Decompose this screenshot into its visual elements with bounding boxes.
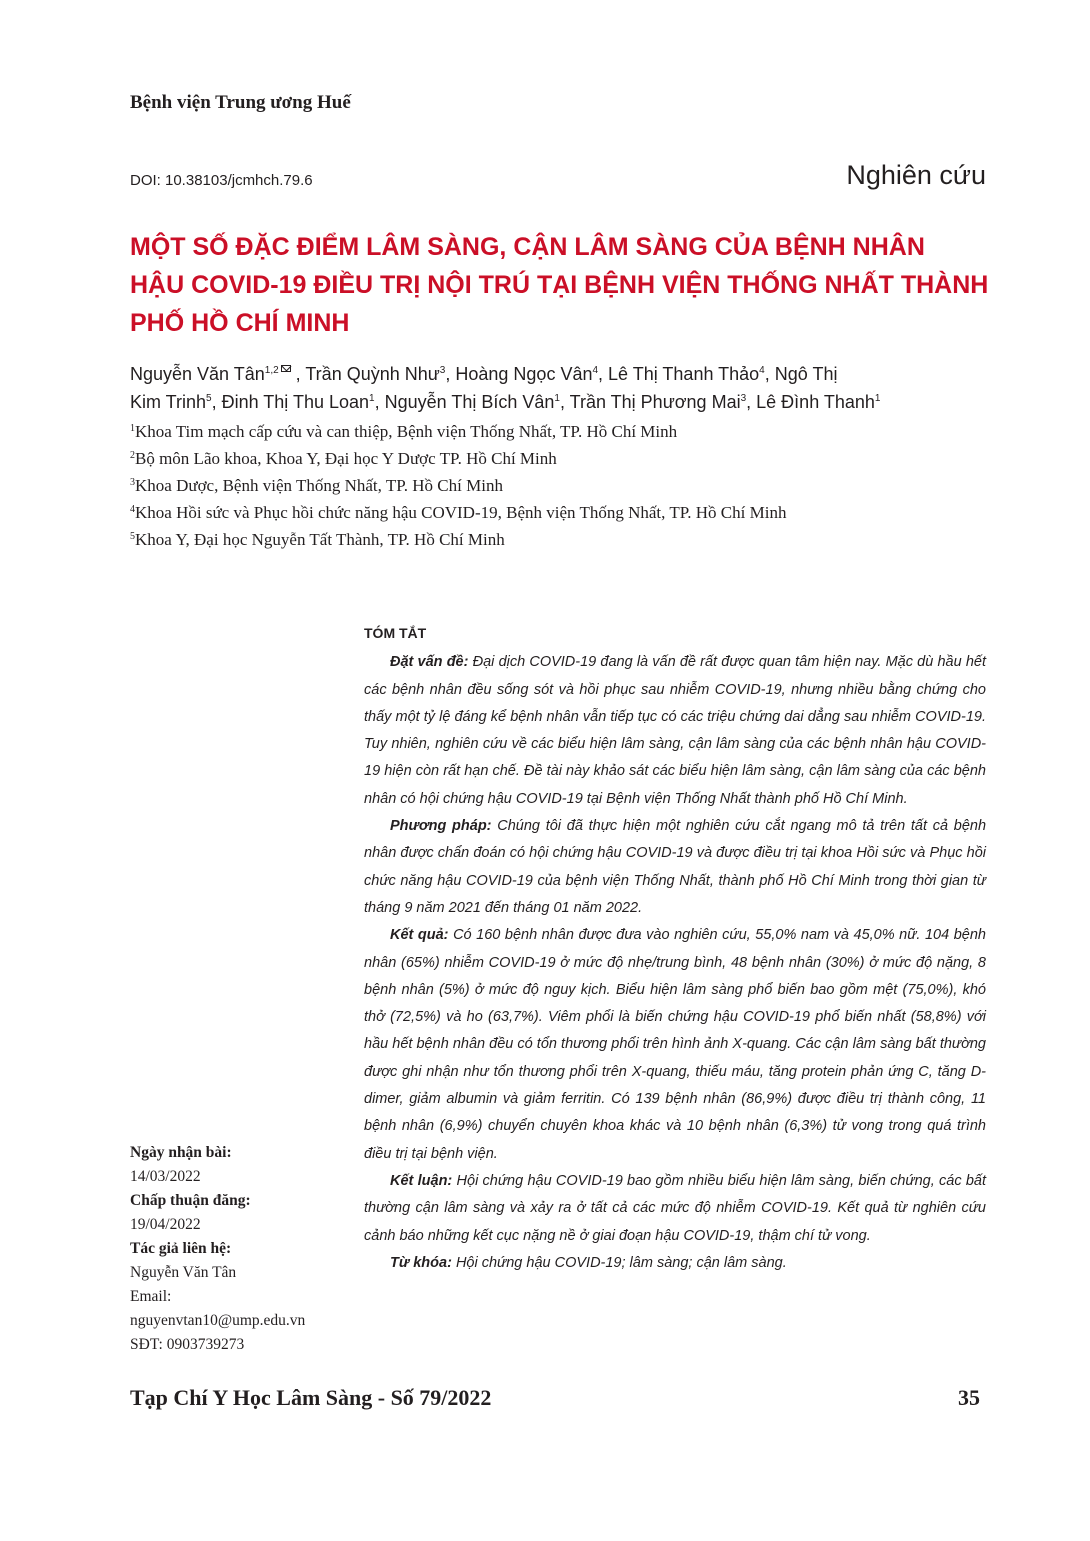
conclusion-text: Hội chứng hậu COVID-19 bao gồm nhiều biểu hiện lâm sàng, biến chứng, các bất thường cận lâm sàng và xảy ra ở tất cả các mức độ nhiễm COVID-19. Kết quả từ nghiên cứu cảnh báo những kết cục nặng nề ở giai đoạn hậu COVID-19, thậm chí tử vong. xyxy=(364,1172,986,1244)
affiliation xyxy=(130,472,1010,499)
title-line: MỘT SỐ ĐẶC ĐIỂM LÂM SÀNG, CẬN LÂM SÀNG CỦA BỆNH NHÂN xyxy=(130,233,925,261)
title-line: PHỐ HỒ CHÍ MINH xyxy=(130,309,350,337)
abstract-methods xyxy=(364,813,986,922)
author-name: Trần Quỳnh Như xyxy=(305,364,440,384)
author-name: Nguyễn Thị Bích Vân xyxy=(384,392,555,412)
author-affiliation-sup: 5 xyxy=(206,393,212,404)
author-name: Lê Đình Thanh xyxy=(756,392,875,412)
author-affiliation-sup: 1 xyxy=(369,393,375,404)
affiliation-text: Bộ môn Lão khoa, Khoa Y, Đại học Y Dược TP. Hồ Chí Minh xyxy=(135,449,557,468)
author-line: Kim Trinh$^5$, Đinh Thị Thu Loan$^1$, Nguyễn Thị Bích Vân$^1$, Trần Thị Phương Mai$^3$, Lê Đình Thanh$^1$ xyxy=(130,392,881,412)
author-affiliation-sup: 1,2 xyxy=(264,365,279,376)
methods-label: Phương pháp: xyxy=(390,818,492,835)
affiliation-list xyxy=(130,418,1010,553)
doi: DOI: 10.38103/jcmhch.79.6 xyxy=(130,172,313,189)
affiliation xyxy=(130,526,1010,553)
affiliation xyxy=(130,499,1010,526)
author-name: Lê Thị Thanh Thảo xyxy=(608,364,760,384)
email-label: Email: xyxy=(130,1288,172,1305)
affiliation-number: 5 xyxy=(130,531,135,542)
conclusion-label: Kết luận: xyxy=(390,1172,453,1189)
author-line: Nguyễn Văn Tân$^{1,2}$ , Trần Quỳnh Như$^3$, Hoàng Ngọc Vân$^4$, Lê Thị Thanh Thảo$^4$, Ngô Thị xyxy=(130,364,838,384)
accepted-date: 19/04/2022 xyxy=(130,1216,201,1233)
keywords-label: Từ khóa: xyxy=(390,1254,452,1271)
article-info-sidebar xyxy=(130,1141,360,1357)
author-name-part: Kim Trinh xyxy=(130,392,207,412)
affiliation xyxy=(130,445,1010,472)
footer-journal-name: Tạp Chí Y Học Lâm Sàng - Số 79/2022 xyxy=(130,1385,492,1410)
author-affiliation-sup: 1 xyxy=(874,393,881,404)
affiliation-number: 2 xyxy=(130,450,135,461)
background-text: Đại dịch COVID-19 đang là vấn đề rất được quan tâm hiện nay. Mặc dù hầu hết các bệnh nhân đều sống sót và hồi phục sau nhiễm COVID-19, nhưng nhiều bằng chứng cho thấy một tỷ lệ đáng kể bệnh nhân vẫn tiếp tục có các triệu chứng dai dẳng sau nhiễm COVID-19. Tuy nhiên, nghiên cứu về các biểu hiện lâm sàng, cận lâm sàng của các bệnh nhân hậu COVID-19 hiện còn rất hạn chế. Đề tài này khảo sát các biểu hiện lâm sàng, cận lâm sàng của các bệnh nhân có hội chứng hậu COVID-19 tại Bệnh viện Thống Nhất thành phố Hồ Chí Minh. xyxy=(364,654,986,807)
author-name: Hoàng Ngọc Vân xyxy=(455,364,593,384)
author-list xyxy=(130,360,990,416)
author-name: Đinh Thị Thu Loan xyxy=(221,392,370,412)
abstract-results xyxy=(364,922,986,1168)
keywords-text: Hội chứng hậu COVID-19; lâm sàng; cận lâm sàng. xyxy=(455,1254,787,1271)
affiliation-number: 4 xyxy=(130,504,135,515)
author-name: Trần Thị Phương Mai xyxy=(569,392,741,412)
affiliation xyxy=(130,418,1010,445)
received-date: 14/03/2022 xyxy=(130,1168,201,1185)
title-line: HẬU COVID-19 ĐIỀU TRỊ NỘI TRÚ TẠI BỆNH VIỆN THỐNG NHẤT THÀNH xyxy=(130,271,989,299)
methods-text: Chúng tôi đã thực hiện một nghiên cứu cắt ngang mô tả trên tất cả bệnh nhân được chẩn đoán có hội chứng hậu COVID-19 và được điều trị tại khoa Hồi sức và Phục hồi chức năng hậu COVID-19 của bệnh viện Thống Nhất, thành phố Hồ Chí Minh trong thời gian từ tháng 9 năm 2021 đến tháng 01 năm 2022. xyxy=(364,818,987,916)
affiliation-text: Khoa Y, Đại học Nguyễn Tất Thành, TP. Hồ Chí Minh xyxy=(135,530,505,549)
email-address[interactable]: nguyenvtan10@ump.edu.vn xyxy=(130,1312,306,1329)
header-organization: Bệnh viện Trung ương Huế xyxy=(130,92,351,113)
author-affiliation-sup: 3 xyxy=(439,365,446,376)
accepted-label: Chấp thuận đăng: xyxy=(130,1192,251,1209)
author-name-part: Ngô Thị xyxy=(774,364,838,384)
affiliation-text: Khoa Hồi sức và Phục hồi chức năng hậu COVID-19, Bệnh viện Thống Nhất, TP. Hồ Chí Minh xyxy=(135,503,787,522)
affiliation-text: Khoa Dược, Bệnh viện Thống Nhất, TP. Hồ Chí Minh xyxy=(135,476,503,495)
corresponding-author-name: Nguyễn Văn Tân xyxy=(130,1264,237,1281)
affiliation-number: 3 xyxy=(130,477,135,488)
article-type: Nghiên cứu xyxy=(846,160,986,190)
corresponding-author-label: Tác giả liên hệ: xyxy=(130,1240,232,1257)
author-affiliation-sup: 4 xyxy=(759,365,765,376)
article-title xyxy=(130,228,1000,342)
mail-icon xyxy=(281,365,291,372)
affiliation-number: 1 xyxy=(130,423,135,434)
page-number: 35 xyxy=(958,1385,980,1410)
author-name: Nguyễn Văn Tân xyxy=(130,364,265,384)
abstract-conclusion xyxy=(364,1168,986,1250)
abstract-background xyxy=(364,649,986,813)
phone-number: SĐT: 0903739273 xyxy=(130,1336,245,1353)
author-affiliation-sup: 3 xyxy=(740,393,747,404)
abstract-heading: TÓM TẮT xyxy=(364,625,427,641)
results-label: Kết quả: xyxy=(390,927,449,944)
results-text: Có 160 bệnh nhân được đưa vào nghiên cứu, 55,0% nam và 45,0% nữ. 104 bệnh nhân (65%) nhiễm COVID-19 ở mức độ nhẹ/trung bình, 48 bệnh nhân (30%) ở mức độ nặng, 8 bệnh nhân (5%) ở mức độ nguy kịch. Biểu hiện lâm sàng phổ biến bao gồm mệt (75,0%), khó thở (72,5%) và ho (63,7%). Viêm phổi là biến chứng hậu COVID-19 phổ biến nhất (58,8%) với hầu hết bệnh nhân đều có tổn thương phổi trên hình ảnh X-quang. Các cận lâm sàng bất thường được ghi nhận như tổn thương phổi trên X-quang, thiếu máu, tăng protein phản ứng C, tăng D-dimer, giảm albumin và giảm ferritin. Có 139 bệnh nhân (86,9%) được điều trị thành công, 11 bệnh nhân (6,9%) chuyển chuyên khoa khác và 10 bệnh nhân (6,3%) tử vong trong quá trình điều trị tại bệnh viện. xyxy=(364,927,986,1162)
background-label: Đặt vấn đề: xyxy=(390,654,469,671)
author-affiliation-sup: 1 xyxy=(554,393,560,404)
abstract xyxy=(364,620,986,1277)
received-label: Ngày nhận bài: xyxy=(130,1144,232,1161)
affiliation-text: Khoa Tim mạch cấp cứu và can thiệp, Bệnh viện Thống Nhất, TP. Hồ Chí Minh xyxy=(135,422,678,441)
abstract-keywords xyxy=(364,1250,986,1277)
author-affiliation-sup: 4 xyxy=(592,365,599,376)
